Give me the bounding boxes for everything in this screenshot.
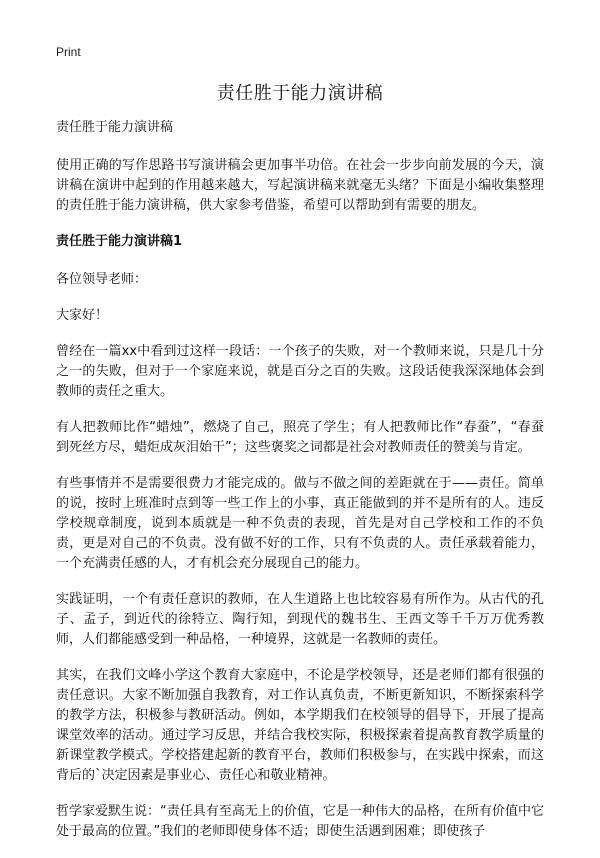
paragraph-body: 实践证明，一个有责任意识的教师，在人生道路上也比较容易有所作为。从古代的孔子、孟子，到近代的徐特立、陶行知，到现代的魏书生、王西文等千千万万优秀教师，人们都能感受到一种品格，一种境界，这就是一名教师的责任。 xyxy=(56,592,544,647)
paragraph-body: 哲学家爱默生说：“责任具有至高无上的价值，它是一种伟大的品格，在所有价值中它处于最高的位置。”我们的老师即使身体不适；即使生活遇到困难；即使孩子 xyxy=(56,804,544,839)
document-title: 责任胜于能力演讲稿 xyxy=(216,83,384,104)
print-link[interactable]: Print xyxy=(56,45,81,59)
paragraph-body: 有人把教师比作“蜡烛”，燃烧了自己，照亮了学生；有人把教师比作“春蚕”，“春蚕到死丝方尽，蜡炬成灰泪始干”；这些褒奖之词都是社会对教师责任的赞美与肯定。 xyxy=(56,420,544,455)
document-body xyxy=(56,118,544,858)
paragraph-body: 有些事情并不是需要很费力才能完成的。做与不做之间的差距就在于——责任。简单的说，按时上班准时点到等一些工作上的小事，真正能做到的并不是所有的人。违反学校规章制度，说到本质就是一种不负责的表现，首先是对自己学校和工作的不负责，更是对自己的不负责。没有做不好的工作，只有不负责的人。责任承载着能力，一个充满责任感的人，才有机会充分展现自己的能力。 xyxy=(56,476,544,571)
paragraph-body: 其实，在我们文峰小学这个教育大家庭中，不论是学校领导，还是老师们都有很强的责任意识。大家不断加强自我教育，对工作认真负责，不断更新知识，不断探索科学的教学方法，积极参与教研活动。例如，本学期我们在校领导的倡导下，开展了提高课堂效率的活动。通过学习反思，并结合我校实际，积极探索着提高教育教学质量的新课堂教学模式。学校搭建起新的教育平台，教师们积极参与，在实践中探索，而这背后的`决定因素是事业心、责任心和敬业精神。 xyxy=(56,668,544,783)
paragraph-body: 曾经在一篇xx中看到过这样一段话：一个孩子的失败，对一个教师来说，只是几十分之一的失败，但对于一个家庭来说，就是百分之百的失败。这段话使我深深地体会到教师的责任之重大。 xyxy=(56,344,544,399)
paragraph-salutation: 各位领导老师： xyxy=(56,272,148,287)
paragraph-greeting: 大家好！ xyxy=(56,308,109,323)
document-subtitle: 责任胜于能力演讲稿 xyxy=(56,120,174,135)
intro-paragraph: 使用正确的写作思路书写演讲稿会更加事半功倍。在社会一步步向前发展的今天，演讲稿在演讲中起到的作用越来越大，写起演讲稿来就毫无头绪？下面是小编收集整理的责任胜于能力演讲稿，供大家参考借鉴，希望可以帮助到有需要的朋友。 xyxy=(56,158,544,213)
section-heading: 责任胜于能力演讲稿1 xyxy=(56,234,183,249)
